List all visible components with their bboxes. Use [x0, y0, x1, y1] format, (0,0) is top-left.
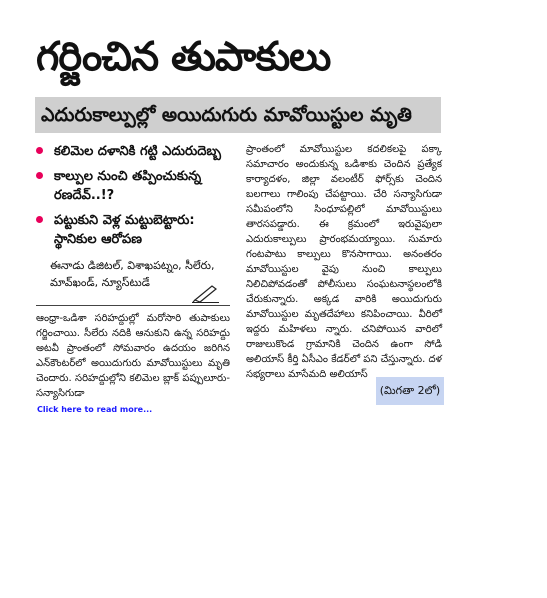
byline: ఈనాడు డిజిటల్, విశాఖపట్నం, సీలేరు, మావ్‌ఖండ్, న్యూస్‌టుడే	[50, 259, 215, 289]
headline: గర్జించిన తుపాకులు	[36, 34, 331, 80]
read-more-link[interactable]: Click here to read more...	[37, 405, 153, 414]
divider	[36, 305, 230, 306]
pen-icon	[192, 283, 220, 303]
highlight-text: కలిమెల దళానికి గట్టి ఎదురుదెబ్బ	[54, 144, 222, 159]
bullet-dot-icon	[36, 216, 43, 223]
bullet-dot-icon	[36, 172, 43, 179]
highlight-item	[36, 167, 232, 205]
continued-badge: (మిగతా 2లో)	[376, 377, 444, 405]
highlight-text: కాల్పుల నుంచి తప్పించుకున్న రణదేవ్..!?	[54, 169, 202, 203]
lead-paragraph: ఆంధ్రా-ఒడిశా సరిహద్దుల్లో మరోసారి తుపాకులు గర్జించాయి. సీలేరు నదికి ఆనుకుని ఉన్న సరిహద్దు అటవీ ప్రాంతంలో సోమవారం ఉదయం జరిగిన ఎన్‌కౌంటర్‌లో అయిదుగురు మావోయిస్టులు మృతి చెందారు. సరిహద్దుల్లోని కలిమెల బ్లాక్ పప్పులూరు-సన్యాసిగుడా	[36, 313, 230, 399]
article-body-column: ప్రాంతంలో మావోయిస్టుల కదలికలపై పక్కా సమాచారం అందుకున్న ఒడిశాకు చెందిన ప్రత్యేక కార్యాదళం, జిల్లా వలంటీర్ ఫోర్స్‌కు చెందిన బలగాలు గాలింపు చేపట్టాయి. చేరి సన్యాసిగుడా సమీపంలోని సింధూపల్లిలో మావోయిస్టులు తారసపడ్డారు. ఈ క్రమంలో ఇరువైపులా ఎదురుకాల్పులు ప్రారంభమయ్యాయి. సుమారు గంటపాటు కాల్పులు కొనసాగాయి. అనంతరం మావోయిస్టుల వైపు నుంచి కాల్పులు నిలిచిపోవడంతో పోలీసులు సంఘటనాస్థలంలోకి చేరుకున్నారు. అక్కడ వారికి అయిదుగురు మావోయిస్టుల మృతదేహాలు కనిపించాయి. వీరిలో ఇద్దరు మహిళలు న్నారు. చనిపోయిన వారిలో రాజులుకొండ గ్రామానికి చెందిన ఉంగా సోడి అలియాస్ కీర్తి ఏసీఎం కేడర్‌లో పని చేస్తున్నారు. దళ సభ్యరాలు మాసేమది అలియాస్	[246, 144, 442, 380]
highlight-text: పట్టుకుని వెళ్ల మట్టుబెట్టారు: స్థానికుల ఆరోపణ	[54, 213, 195, 247]
highlight-item	[36, 211, 232, 249]
subheadline: ఎదురుకాల్పుల్లో అయిదుగురు మావోయిస్టుల మృతి	[35, 97, 441, 133]
newspaper-clipping	[32, 25, 446, 405]
bullet-dot-icon	[36, 147, 43, 154]
highlight-item	[36, 142, 232, 161]
highlights-list	[36, 142, 232, 255]
